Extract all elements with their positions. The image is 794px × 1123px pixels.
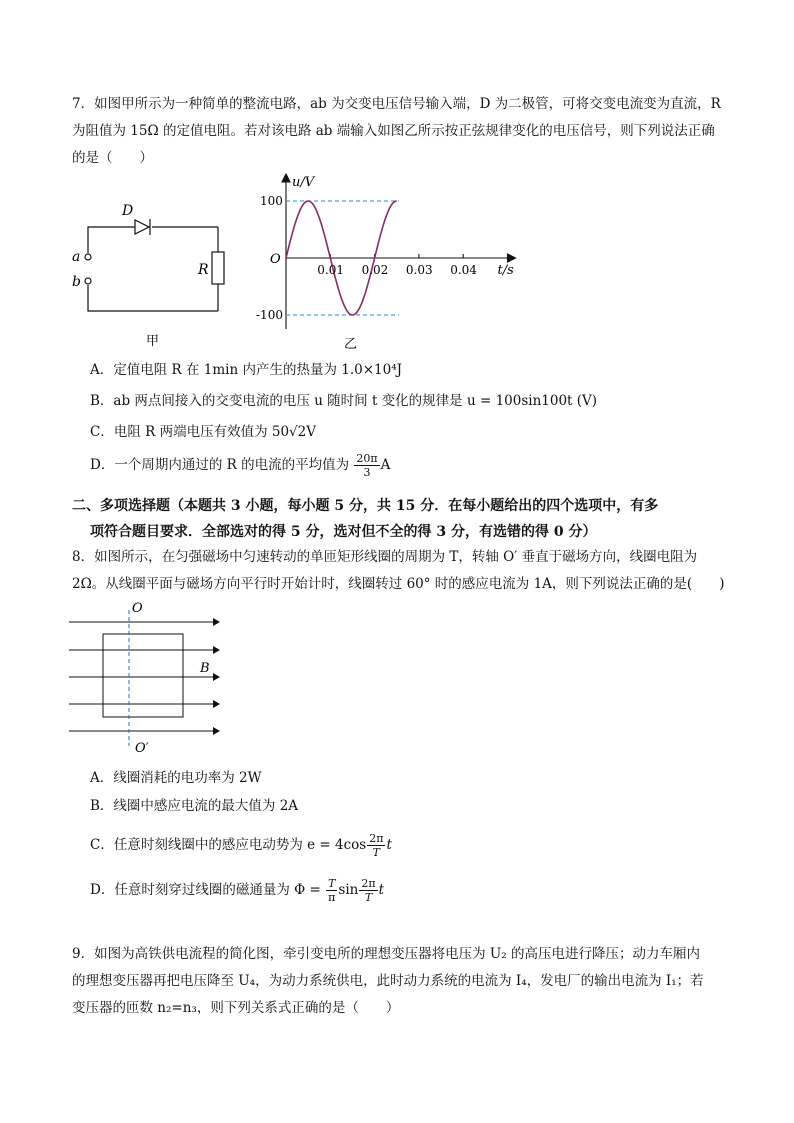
origin-label: O: [270, 252, 281, 267]
circuit-wire-bottom: [88, 285, 218, 311]
label-B: B: [200, 661, 210, 676]
q7-option-d: [90, 452, 390, 479]
q8-option-b: B．线圈中感应电流的最大值为 2A: [90, 798, 299, 814]
q9-line-1: 9．如图为高铁供电流程的简化图，牵引变电所的理想变压器将电压为 U₂ 的高压电进行降压；动力车厢内: [72, 946, 700, 962]
label-O-prime: O′: [135, 741, 149, 756]
q7-option-b: B．ab 两点间接入的交变电流的电压 u 随时间 t 变化的规律是 u = 100sin100t (V): [90, 393, 598, 409]
x-tick-label: 0.02: [361, 263, 389, 277]
q7-line-2: 为阻值为 15Ω 的定值电阻。若对该电路 ab 端输入如图乙所示按正弦规律变化的电压信号，则下列说法正确: [72, 123, 715, 139]
q8-option-d-fraction-2: [359, 877, 377, 904]
y-axis-label: u/V: [292, 175, 315, 190]
section-2-heading-line-2: 项符合题目要求．全部选对的得 5 分，选对但不全的得 3 分，有选错的得 0 分）: [90, 524, 597, 540]
y-tick-label: -100: [256, 308, 283, 322]
fraction-denominator: π: [328, 891, 336, 904]
diode-symbol: [135, 220, 149, 234]
q7-option-d-unit: A: [380, 457, 391, 473]
q8-line-2: 2Ω。从线圈平面与磁场方向平行时开始计时，线圈转过 60° 时的感应电流为 1A，则下列说法正确的是( ): [72, 576, 725, 592]
caption-yi: 乙: [344, 337, 358, 352]
fraction-denominator: T: [364, 891, 373, 904]
x-axis-label: t/s: [497, 263, 514, 278]
terminal-b: [85, 278, 91, 284]
fraction-numerator: 2π: [369, 832, 384, 845]
q7-line-1: 7．如图甲所示为一种简单的整流电路，ab 为交变电压信号输入端，D 为二极管，可将交变电流变为直流，R: [72, 96, 721, 112]
fraction-numerator: 2π: [361, 877, 376, 890]
fraction-numerator: T: [328, 877, 336, 890]
terminal-a: [85, 254, 91, 260]
label-D: D: [122, 203, 134, 219]
q7-option-c: C．电阻 R 两端电压有效值为 50√2V: [90, 424, 316, 440]
q8-option-d: [90, 877, 384, 904]
q8-option-d-suffix: t: [378, 882, 385, 898]
caption-jia: 甲: [146, 334, 160, 349]
fraction-numerator: 20π: [356, 452, 378, 465]
x-tick-label: 0.04: [450, 263, 477, 277]
q7-option-a: A．定值电阻 R 在 1min 内产生的热量为 1.0×10⁴J: [90, 362, 403, 378]
q8-option-d-fraction-1: [326, 877, 337, 904]
q8-option-c: [90, 832, 392, 859]
x-tick-label: 0.03: [405, 263, 433, 277]
section-2-heading-line-1: 二、多项选择题（本题共 3 小题，每小题 5 分，共 15 分．在每小题给出的四个选项中，有多: [72, 498, 659, 514]
circuit-diagram-jia: [60, 195, 240, 355]
fraction-denominator: 3: [363, 466, 371, 479]
y-tick-label: 100: [260, 194, 283, 208]
q8-option-c-fraction: [367, 832, 385, 859]
x-tick-label: 0.01: [317, 263, 345, 277]
q7-option-d-prefix: D．一个周期内通过的 R 的电流的平均值为: [90, 457, 350, 473]
label-R: R: [198, 262, 209, 278]
label-a: a: [72, 249, 81, 265]
y-axis-arrow: [282, 174, 290, 182]
label-b: b: [72, 274, 81, 290]
q7-line-3: 的是（ ）: [72, 150, 153, 166]
voltage-chart-yi: [256, 170, 520, 355]
q7-option-d-fraction: [354, 452, 379, 479]
fraction-denominator: T: [372, 846, 380, 859]
q8-option-c-suffix: t: [386, 837, 392, 853]
label-O: O: [132, 601, 143, 616]
q8-line-1: 8．如图所示，在匀强磁场中匀速转动的单匝矩形线圈的周期为 T，转轴 O′ 垂直于磁场方向，线圈电阻为: [72, 549, 698, 565]
circuit-wire-top: [88, 227, 135, 253]
x-axis-arrow: [508, 254, 516, 262]
coil-in-field-diagram: [65, 598, 225, 758]
q8-option-c-prefix: C．任意时刻线圈中的感应电动势为 e = 4cos: [90, 837, 367, 853]
q8-option-a: A．线圈消耗的电功率为 2W: [90, 770, 262, 786]
q8-option-d-prefix: D．任意时刻穿过线圈的磁通量为 Φ =: [90, 882, 326, 898]
q9-line-2: 的理想变压器再把电压降至 U₄，为动力系统供电，此时动力系统的电流为 I₄，发电厂的输出电流为 I₁；若: [72, 973, 704, 989]
q9-line-3: 变压器的匝数 n₂=n₃，则下列关系式正确的是（ ）: [72, 1000, 400, 1016]
q8-option-d-sin: sin: [338, 882, 359, 898]
rectangular-coil: [103, 634, 183, 717]
resistor-symbol: [212, 252, 224, 284]
